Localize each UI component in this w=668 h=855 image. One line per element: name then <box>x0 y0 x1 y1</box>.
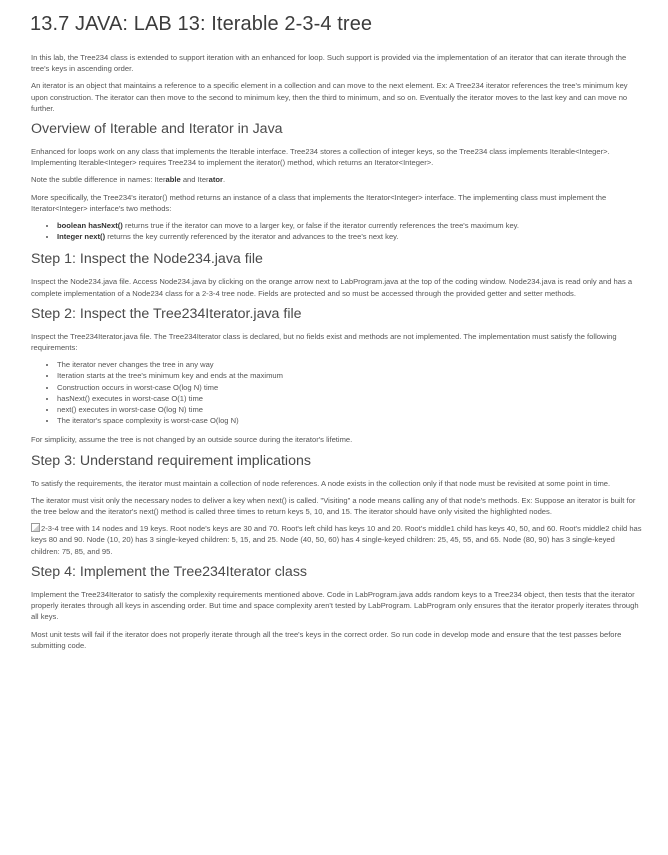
step4-paragraph-1: Implement the Tree234Iterator to satisfy the complexity requirements mentioned above. Code in LabProgram.java adds random keys to a Tree234 object, then tests that the iterator properly iterates through all keys in ascending order. But time and space complexity aren't tested by LabProgram. LabProgram only ensures that the iterator properly iterates through all keys. <box>31 589 639 622</box>
requirement-item: • next() executes in worst-case O(log N) time <box>57 404 644 415</box>
method-name: boolean hasNext() <box>57 221 123 231</box>
requirement-item: • The iterator never changes the tree in any way <box>57 359 644 370</box>
method-name: Integer next() <box>57 232 106 242</box>
requirement-item: • hasNext() executes in worst-case O(1) time <box>57 393 644 404</box>
step4-paragraph-2: Most unit tests will fail if the iterator does not properly iterate through all the tree's keys in the correct order. So run code in develop mode and ensure that the test passes before submitting code. <box>31 629 622 650</box>
overview-paragraph-3: More specifically, the Tree234's iterator() method returns an instance of a class that implements the Iterator<Integer> interface. The implementing class must implement the Iterator<Integer> interface's two methods: <box>31 192 607 213</box>
requirement-item: • Iteration starts at the tree's minimum key and ends at the maximum <box>57 370 644 381</box>
step3-heading: Step 3: Understand requirement implications <box>31 452 311 469</box>
overview-paragraph-1: Enhanced for loops work on any class that implements the Iterable interface. Tree234 stores a collection of integer keys, so the Tree234 class implements Iterable<Integer>. Implementing Iterable<Integer> requires Tree234 to implement the iterator() method, which returns an Iterator<Integer>. <box>31 147 610 168</box>
intro-paragraph-1: In this lab, the Tree234 class is extended to support iteration with an enhanced for loop. Such support is provided via the implementation of an iterator that can iterate through the tree's keys in ascending order. <box>31 53 627 74</box>
note-bold-ator: ator <box>208 175 223 185</box>
step1-paragraph: Inspect the Node234.java file. Access Node234.java by clicking on the orange arrow next to LabProgram.java at the top of the coding window. Node234.java is read only and has a complete implementation of a Node234 class for a 2-3-4 tree node. Fields are protected and so must be accessed through the provided getter and setter methods. <box>31 277 633 298</box>
step2-paragraph-2: For simplicity, assume the tree is not changed by an outside source during the iterator's lifetime. <box>31 435 353 445</box>
step1-heading: Step 1: Inspect the Node234.java file <box>31 251 263 268</box>
method-item <box>57 220 644 231</box>
note-prefix: Note the subtle difference in names: Iter <box>31 175 166 185</box>
step3-paragraph-1: To satisfy the requirements, the iterator must maintain a collection of node references. A node exists in the collection only if that node must be revisited at some point in time. <box>31 478 611 488</box>
step2-paragraph-1: Inspect the Tree234Iterator.java file. The Tree234Iterator class is declared, but no fields exist and methods are not implemented. The implementation must satisfy the following requirements: <box>31 331 617 353</box>
tree-image-alt <box>31 523 644 557</box>
step3-paragraph-2: The iterator must visit only the necessary nodes to deliver a key when next() is called. "Visiting" a node means calling any of that node's methods. Ex: Suppose an iterator is built for the tree below and the iterator's next() method is called three times to return keys 5, 10, and 15. The iterator should have only visited the highlighted nodes. <box>31 495 636 517</box>
step4-heading: Step 4: Implement the Tree234Iterator class <box>31 563 308 580</box>
page-title: 13.7 JAVA: LAB 13: Iterable 2-3-4 tree <box>30 13 373 35</box>
broken-image-icon <box>31 523 40 532</box>
intro-paragraph-2: An iterator is an object that maintains a reference to a specific element in a collection and can move to the next element. Ex: A Tree234 iterator references the tree's minimum key upon construction. The iterator can then move to the second to minimum key, then the third to minimum, and so on. Eventually the iterator moves to the last key and can move no further. <box>31 81 628 113</box>
method-desc: returns true if the iterator can move to a larger key, or false if the iterator currently references the tree's maximum key. <box>122 221 520 231</box>
overview-note <box>31 174 644 185</box>
note-mid: and Iter <box>180 175 209 185</box>
note-suffix: . <box>222 175 226 185</box>
method-desc: returns the key currently referenced by the iterator and advances to the tree's next key. <box>105 232 399 242</box>
method-item <box>57 231 644 242</box>
note-bold-able: able <box>165 175 181 185</box>
requirement-item: • The iterator's space complexity is worst-case O(log N) <box>57 415 644 426</box>
requirements-list <box>31 359 644 426</box>
iterator-methods-list <box>31 220 644 242</box>
requirement-item: • Construction occurs in worst-case O(log N) time <box>57 382 644 393</box>
overview-heading: Overview of Iterable and Iterator in Java <box>31 121 283 138</box>
tree-image-alt-text: 2-3-4 tree with 14 nodes and 19 keys. Root node's keys are 30 and 70. Root's left child has keys 10 and 20. Root's middle1 child has keys 40, 50, and 60. Root's middle2 child has keys 80 and 90. Node (10, 20) has 3 single-keyed children: 5, 15, and 25. Node (40, 50, 60) has 4 single-keyed children: 25, 45, 55, and 65. Node (80, 90) has 3 single-keyed children: 75, 85, and 95. <box>31 524 642 556</box>
step2-heading: Step 2: Inspect the Tree234Iterator.java file <box>31 305 302 322</box>
